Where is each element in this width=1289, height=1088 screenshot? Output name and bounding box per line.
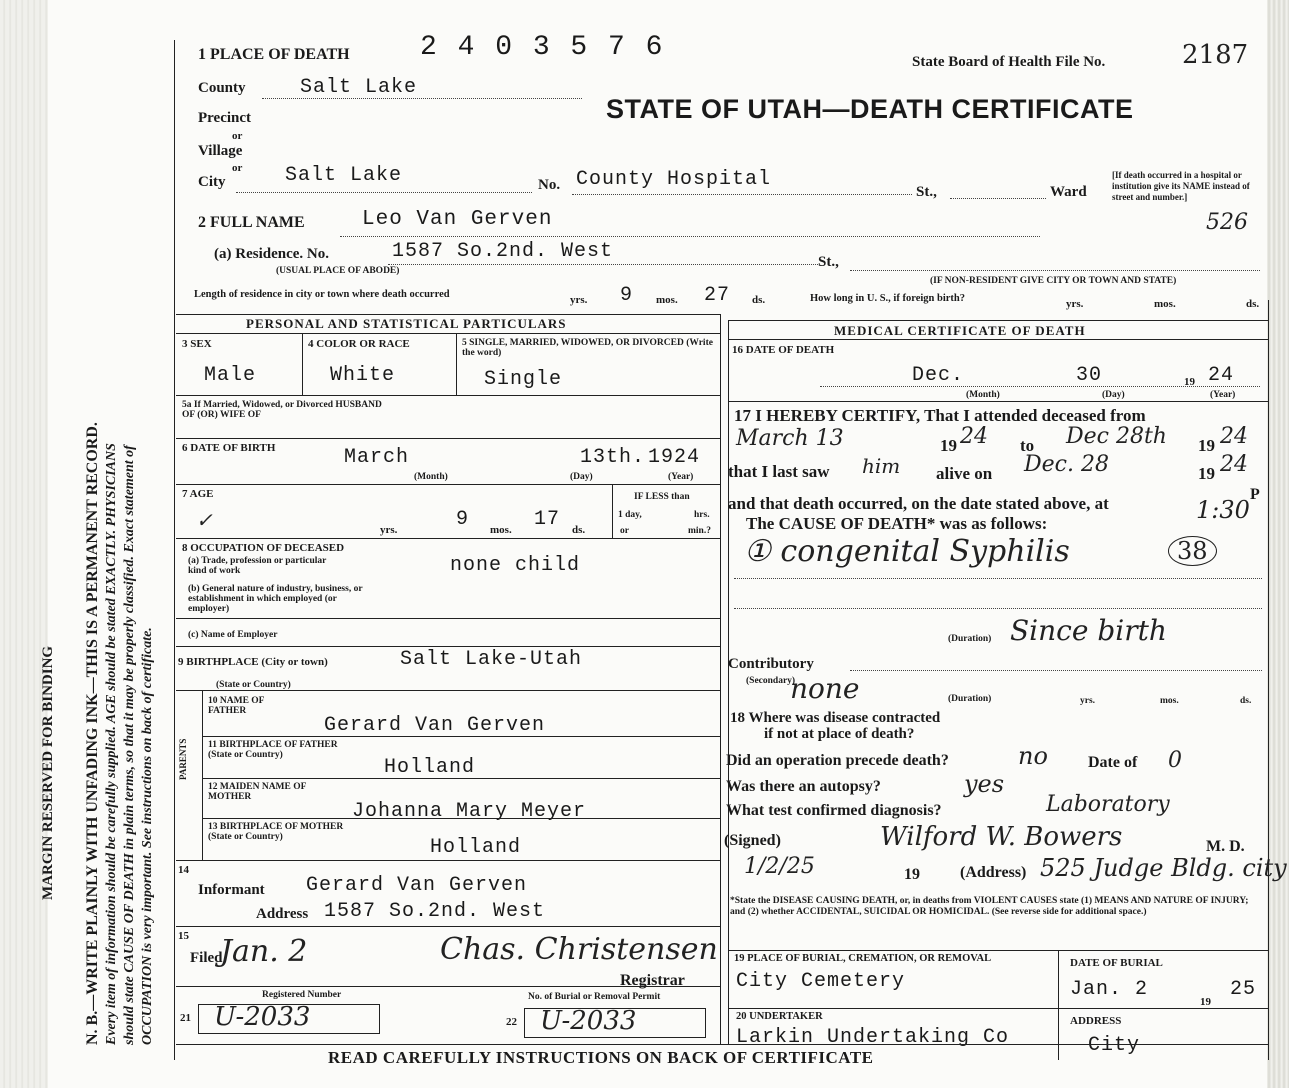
ward-label: Ward xyxy=(1050,184,1087,200)
burial-permit-number: U-2033 xyxy=(540,1006,637,1036)
age-label: 7 AGE xyxy=(182,488,214,500)
birthplace-label: 9 BIRTHPLACE (City or town) xyxy=(178,656,328,668)
diagnosis-test: Laboratory xyxy=(1046,792,1170,817)
personal-section-header: PERSONAL AND STATISTICAL PARTICULARS xyxy=(246,316,567,331)
street-number-label: No. xyxy=(538,177,561,193)
age-months: 9 xyxy=(456,508,470,531)
attended-from-date: March 13 xyxy=(736,426,844,451)
death-time: 1:30 xyxy=(1196,496,1250,524)
certificate-title: STATE OF UTAH—DEATH CERTIFICATE xyxy=(606,94,1134,124)
street-label: St., xyxy=(916,184,937,200)
occupation-value: none child xyxy=(450,554,581,577)
burial-year: 25 xyxy=(1230,978,1257,1001)
scan-right-edge xyxy=(1267,0,1289,1088)
mother-birthplace-label: 13 BIRTHPLACE OF MOTHER (State or Country) xyxy=(208,822,344,842)
informant-value: Gerard Van Gerven xyxy=(306,874,528,897)
mother-name: Johanna Mary Meyer xyxy=(352,800,587,823)
undertaker: Larkin Undertaking Co xyxy=(736,1026,1010,1049)
marital-status-value: Single xyxy=(484,368,563,391)
mother-name-label: 12 MAIDEN NAME OF MOTHER xyxy=(208,782,307,802)
mother-birthplace: Holland xyxy=(430,836,522,859)
attended-to-year: 24 xyxy=(1220,424,1248,449)
father-birthplace-label: 11 BIRTHPLACE OF FATHER (State or Country) xyxy=(208,740,338,760)
employer-label: (c) Name of Employer xyxy=(188,630,278,640)
burial-permit-label: No. of Burial or Removal Permit xyxy=(528,992,661,1002)
informant-label: Informant xyxy=(198,882,265,898)
attended-from-year: 24 xyxy=(960,424,988,449)
birth-year: 1924 xyxy=(648,446,701,469)
informant-address: 1587 So.2nd. West xyxy=(324,900,546,923)
residence-label: (a) Residence. No. xyxy=(214,246,329,262)
operation-date: 0 xyxy=(1168,748,1182,773)
physician-address: 525 Judge Bldg. city xyxy=(1040,854,1287,882)
attended-to-date: Dec 28th xyxy=(1066,424,1167,449)
sex-value: Male xyxy=(204,364,257,387)
county-value: Salt Lake xyxy=(300,76,418,99)
operation-label: Did an operation precede death? xyxy=(726,752,949,769)
residence-days: 27 xyxy=(704,284,731,307)
birthplace-value: Salt Lake-Utah xyxy=(400,648,583,671)
father-birthplace: Holland xyxy=(384,756,476,779)
registered-number-label: Registered Number xyxy=(262,990,342,1000)
signature-date: 1/2/25 xyxy=(744,854,815,879)
full-name-value: Leo Van Gerven xyxy=(362,208,553,231)
undertaker-address-label: ADDRESS xyxy=(1070,1015,1122,1027)
medical-section-header: MEDICAL CERTIFICATE OF DEATH xyxy=(834,323,1086,338)
death-date-label: 16 DATE OF DEATH xyxy=(732,344,835,356)
residence-value: 1587 So.2nd. West xyxy=(392,240,614,263)
county-label: County xyxy=(198,80,246,96)
full-name-label: 2 FULL NAME xyxy=(198,214,305,231)
birth-date-label: 6 DATE OF BIRTH xyxy=(182,442,276,454)
race-label: 4 COLOR OR RACE xyxy=(308,338,410,350)
length-of-residence-label: Length of residence in city or town where death occurred xyxy=(194,289,450,300)
footer-instructions: READ CAREFULLY INSTRUCTIONS ON BACK OF CERTIFICATE xyxy=(328,1048,874,1067)
non-resident-note: (IF NON-RESIDENT GIVE CITY OR TOWN AND STATE) xyxy=(930,276,1177,286)
registrar-label: Registrar xyxy=(620,972,685,989)
ward-note-value: 526 xyxy=(1206,210,1248,235)
file-number: 2187 xyxy=(1182,40,1249,70)
form-right-border xyxy=(1268,300,1269,1060)
signed-label: (Signed) xyxy=(724,832,781,849)
marital-status-label: 5 SINGLE, MARRIED, WIDOWED, OR DIVORCED (Write the word) xyxy=(462,338,713,358)
burial-date-label: DATE OF BURIAL xyxy=(1070,957,1163,969)
ward-note: [If death occurred in a hospital or institution give its NAME instead of street and number.] xyxy=(1112,170,1250,202)
scan-left-edge xyxy=(0,0,48,1088)
operation-answer: no xyxy=(1018,742,1048,770)
parents-side-label: PARENTS xyxy=(178,738,188,780)
instruction-line-2: should state CAUSE OF DEATH in plain terms, so that it may be properly classified. Exact statement of xyxy=(122,445,137,1045)
birth-day: 13th. xyxy=(580,446,646,469)
undertaker-label: 20 UNDERTAKER xyxy=(736,1011,823,1022)
last-seen-year: 24 xyxy=(1220,452,1248,477)
usual-abode-note: (USUAL PLACE OF ABODE) xyxy=(276,266,400,276)
residence-months: 9 xyxy=(620,284,634,307)
village-label: Village xyxy=(198,143,243,159)
death-time-statement: and that death occurred, on the date stated above, at xyxy=(728,494,1109,513)
death-time-period: P xyxy=(1250,486,1260,503)
birth-month: March xyxy=(344,446,410,469)
race-value: White xyxy=(330,364,396,387)
age-days: 17 xyxy=(534,508,561,531)
certification-statement: 17 I HEREBY CERTIFY, That I attended deceased from xyxy=(734,406,1146,425)
q18-number: 18 Where was disease contracted xyxy=(730,710,941,726)
permanent-record-note: N. B.—WRITE PLAINLY WITH UNFADING INK—THIS IS A PERMANENT RECORD. xyxy=(84,422,101,1045)
instruction-line-1: Every item of information should be carefully supplied. AGE should be stated EXACTLY. PHYSICIANS xyxy=(104,443,119,1045)
occupation-label: 8 OCCUPATION OF DECEASED xyxy=(182,542,345,554)
cause-duration: Since birth xyxy=(1010,614,1167,647)
pronoun: him xyxy=(862,454,901,478)
cause-footnote: *State the DISEASE CAUSING DEATH, or, in deaths from VIOLENT CAUSES state (1) MEANS AND NATURE OF INJURY; and (2) whether ACCIDENTAL, SUICIDAL OR HOMICIDAL. (See reverse side for additional space.) xyxy=(730,896,1249,917)
sex-label: 3 SEX xyxy=(182,338,212,350)
city-label: City xyxy=(198,174,226,190)
occupation-trade-label: (a) Trade, profession or particular kind of work xyxy=(188,556,327,576)
informant-address-label: Address xyxy=(256,906,309,922)
father-name: Gerard Van Gerven xyxy=(324,714,546,737)
binding-margin-note: MARGIN RESERVED FOR BINDING xyxy=(40,645,56,900)
autopsy-label: Was there an autopsy? xyxy=(726,778,881,795)
burial-place-label: 19 PLACE OF BURIAL, CREMATION, OR REMOVAL xyxy=(734,953,992,964)
form-left-border xyxy=(174,40,175,1060)
cause-code: 38 xyxy=(1168,536,1217,566)
registered-number: U-2033 xyxy=(214,1002,311,1032)
cause-of-death-label: The CAUSE OF DEATH* was as follows: xyxy=(746,514,1048,533)
hospital-value: County Hospital xyxy=(576,168,772,191)
time-in-us-label: How long in U. S., if foreign birth? xyxy=(810,293,965,304)
residence-street-label: St., xyxy=(818,254,839,270)
filed-date: Jan. 2 xyxy=(220,934,308,969)
death-month: Dec. xyxy=(912,364,965,387)
file-number-label: State Board of Health File No. xyxy=(912,54,1106,70)
burial-date: Jan. 2 xyxy=(1070,978,1149,1001)
occupation-industry-label: (b) General nature of industry, business, or establishment in which employed (or employer) xyxy=(188,584,363,614)
death-day: 30 xyxy=(1076,364,1103,387)
last-seen-date: Dec. 28 xyxy=(1024,452,1109,477)
place-of-death-label: 1 PLACE OF DEATH xyxy=(198,46,350,63)
registrar-signature: Chas. Christensen xyxy=(440,932,718,967)
contributory-label: Contributory xyxy=(728,656,814,672)
cause-of-death: ① congenital Syphilis xyxy=(744,534,1070,569)
death-year: 24 xyxy=(1208,364,1235,387)
autopsy-answer: yes xyxy=(964,770,1005,798)
father-name-label: 10 NAME OF FATHER xyxy=(208,696,265,716)
undertaker-address: City xyxy=(1088,1034,1141,1057)
burial-place: City Cemetery xyxy=(736,970,906,993)
spouse-label: 5a If Married, Widowed, or Divorced HUSBAND OF (OR) WIFE OF xyxy=(182,400,382,420)
age-check-mark: ✓ xyxy=(196,508,213,532)
filed-label: Filed xyxy=(190,950,223,966)
physician-signature: Wilford W. Bowers xyxy=(880,822,1123,852)
contributory-cause: none xyxy=(790,672,860,705)
city-value: Salt Lake xyxy=(285,164,403,187)
instruction-line-3: OCCUPATION is very important. See instructions on back of certificate. xyxy=(140,627,155,1045)
precinct-label: Precinct xyxy=(198,110,252,126)
certificate-number: 2 4 0 3 5 7 6 xyxy=(420,32,665,63)
diagnosis-test-label: What test confirmed diagnosis? xyxy=(726,802,942,819)
